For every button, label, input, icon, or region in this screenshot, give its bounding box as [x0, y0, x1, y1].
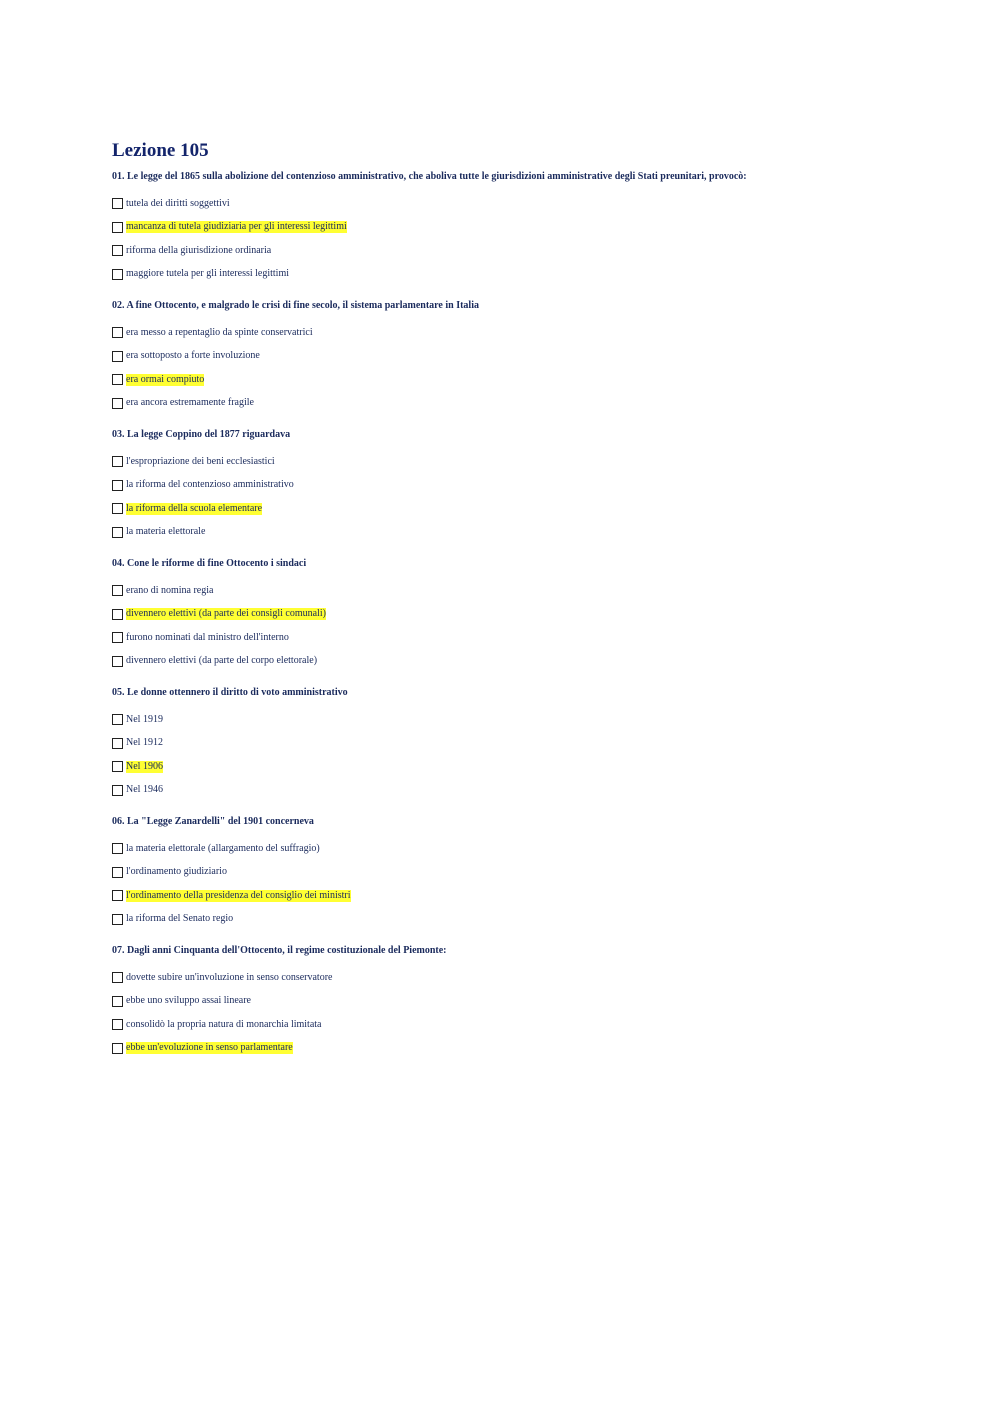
checkbox-icon[interactable]	[112, 867, 123, 878]
question-4	[112, 557, 892, 686]
answer-option[interactable]	[112, 779, 892, 803]
answer-label-highlighted: ebbe un'evoluzione in senso parlamentare	[126, 1042, 293, 1054]
question-2	[112, 299, 892, 428]
checkbox-icon[interactable]	[112, 914, 123, 925]
question-5	[112, 686, 892, 815]
answer-label-highlighted: l'ordinamento della presidenza del consiglio dei ministri	[126, 889, 351, 901]
answer-option[interactable]	[112, 263, 892, 287]
answer-label: maggiore tutela per gli interessi legittimi	[126, 268, 290, 280]
question-spacer	[112, 415, 892, 428]
answer-option[interactable]	[112, 392, 892, 416]
answer-option[interactable]	[112, 708, 892, 732]
checkbox-icon[interactable]	[112, 222, 123, 233]
checkbox-icon[interactable]	[112, 785, 123, 796]
question-3	[112, 428, 892, 557]
answer-option[interactable]	[112, 474, 892, 498]
page-title: Lezione 105	[112, 140, 209, 161]
question-title: 01. Le legge del 1865 sulla abolizione del contenzioso amministrativo, che aboliva tutte le giurisdizioni amministrative degli Stati preunitari, provocò:	[112, 171, 747, 182]
checkbox-icon[interactable]	[112, 351, 123, 362]
checkbox-icon[interactable]	[112, 972, 123, 983]
document-page	[112, 140, 892, 1060]
answer-label: Nel 1912	[126, 737, 163, 749]
answer-option[interactable]	[112, 521, 892, 545]
question-spacer	[112, 673, 892, 686]
question-6	[112, 815, 892, 944]
answer-label: era messo a repentaglio da spinte conservatrici	[126, 326, 313, 338]
checkbox-icon[interactable]	[112, 398, 123, 409]
checkbox-icon[interactable]	[112, 245, 123, 256]
question-title: 04. Cone le riforme di fine Ottocento i sindaci	[112, 558, 307, 569]
answer-option[interactable]	[112, 626, 892, 650]
answer-label: la riforma del Senato regio	[126, 913, 234, 925]
answer-option[interactable]	[112, 966, 892, 990]
answer-option[interactable]	[112, 837, 892, 861]
question-title: 05. Le donne ottennero il diritto di voto amministrativo	[112, 687, 348, 698]
answer-option[interactable]	[112, 450, 892, 474]
checkbox-icon[interactable]	[112, 843, 123, 854]
answer-option[interactable]	[112, 603, 892, 627]
answer-label: Nel 1919	[126, 713, 163, 725]
checkbox-icon[interactable]	[112, 1043, 123, 1054]
answer-label: la riforma del contenzioso amministrativo	[126, 479, 294, 491]
answer-option[interactable]	[112, 579, 892, 603]
checkbox-icon[interactable]	[112, 374, 123, 385]
answer-label-highlighted: divennero elettivi (da parte dei consigli comunali)	[126, 608, 326, 620]
answer-option[interactable]	[112, 990, 892, 1014]
question-title: 03. La legge Coppino del 1877 riguardava	[112, 429, 291, 440]
answer-label: l'espropriazione dei beni ecclesiastici	[126, 455, 275, 467]
answer-label-highlighted: la riforma della scuola elementare	[126, 502, 263, 514]
question-7	[112, 944, 892, 1060]
question-spacer	[112, 544, 892, 557]
checkbox-icon[interactable]	[112, 761, 123, 772]
answer-option[interactable]	[112, 755, 892, 779]
checkbox-icon[interactable]	[112, 656, 123, 667]
checkbox-icon[interactable]	[112, 269, 123, 280]
answer-option[interactable]	[112, 1013, 892, 1037]
answer-option[interactable]	[112, 908, 892, 932]
checkbox-icon[interactable]	[112, 480, 123, 491]
answer-option[interactable]	[112, 732, 892, 756]
checkbox-icon[interactable]	[112, 609, 123, 620]
answer-label: erano di nomina regia	[126, 584, 214, 596]
question-1	[112, 170, 892, 299]
checkbox-icon[interactable]	[112, 632, 123, 643]
question-spacer	[112, 286, 892, 299]
answer-label: la materia elettorale (allargamento del suffragio)	[126, 842, 320, 854]
answer-option[interactable]	[112, 239, 892, 263]
checkbox-icon[interactable]	[112, 1019, 123, 1030]
answer-label: divennero elettivi (da parte del corpo elettorale)	[126, 655, 318, 667]
answer-label-highlighted: era ormai compiuto	[126, 373, 205, 385]
question-list	[112, 170, 892, 1060]
answer-option[interactable]	[112, 650, 892, 674]
answer-label: l'ordinamento giudiziario	[126, 866, 227, 878]
checkbox-icon[interactable]	[112, 503, 123, 514]
answer-option[interactable]	[112, 368, 892, 392]
answer-label: era sottoposto a forte involuzione	[126, 350, 260, 362]
checkbox-icon[interactable]	[112, 996, 123, 1007]
answer-option[interactable]	[112, 216, 892, 240]
checkbox-icon[interactable]	[112, 585, 123, 596]
checkbox-icon[interactable]	[112, 527, 123, 538]
answer-label: la materia elettorale	[126, 526, 206, 538]
answer-option[interactable]	[112, 321, 892, 345]
question-title: 07. Dagli anni Cinquanta dell'Ottocento, il regime costituzionale del Piemonte:	[112, 945, 447, 956]
answer-label-highlighted: mancanza di tutela giudiziaria per gli interessi legittimi	[126, 221, 347, 233]
answer-option[interactable]	[112, 1037, 892, 1061]
answer-label: riforma della giurisdizione ordinaria	[126, 244, 272, 256]
answer-label: ebbe uno sviluppo assai lineare	[126, 995, 251, 1007]
answer-option[interactable]	[112, 345, 892, 369]
question-spacer	[112, 802, 892, 815]
answer-label-highlighted: Nel 1906	[126, 760, 163, 772]
checkbox-icon[interactable]	[112, 890, 123, 901]
checkbox-icon[interactable]	[112, 327, 123, 338]
answer-label: furono nominati dal ministro dell'interno	[126, 631, 289, 643]
question-spacer	[112, 931, 892, 944]
checkbox-icon[interactable]	[112, 198, 123, 209]
answer-label: tutela dei diritti soggettivi	[126, 197, 230, 209]
answer-option[interactable]	[112, 884, 892, 908]
answer-label: dovette subire un'involuzione in senso conservatore	[126, 971, 333, 983]
answer-option[interactable]	[112, 497, 892, 521]
answer-option[interactable]	[112, 192, 892, 216]
answer-option[interactable]	[112, 861, 892, 885]
checkbox-icon[interactable]	[112, 456, 123, 467]
checkbox-icon[interactable]	[112, 714, 123, 725]
checkbox-icon[interactable]	[112, 738, 123, 749]
answer-label: era ancora estremamente fragile	[126, 397, 254, 409]
answer-label: Nel 1946	[126, 784, 163, 796]
question-title: 02. A fine Ottocento, e malgrado le crisi di fine secolo, il sistema parlamentare in Italia	[112, 300, 479, 311]
answer-label: consolidò la propria natura di monarchia limitata	[126, 1018, 322, 1030]
question-title: 06. La "Legge Zanardelli" del 1901 concerneva	[112, 816, 314, 827]
